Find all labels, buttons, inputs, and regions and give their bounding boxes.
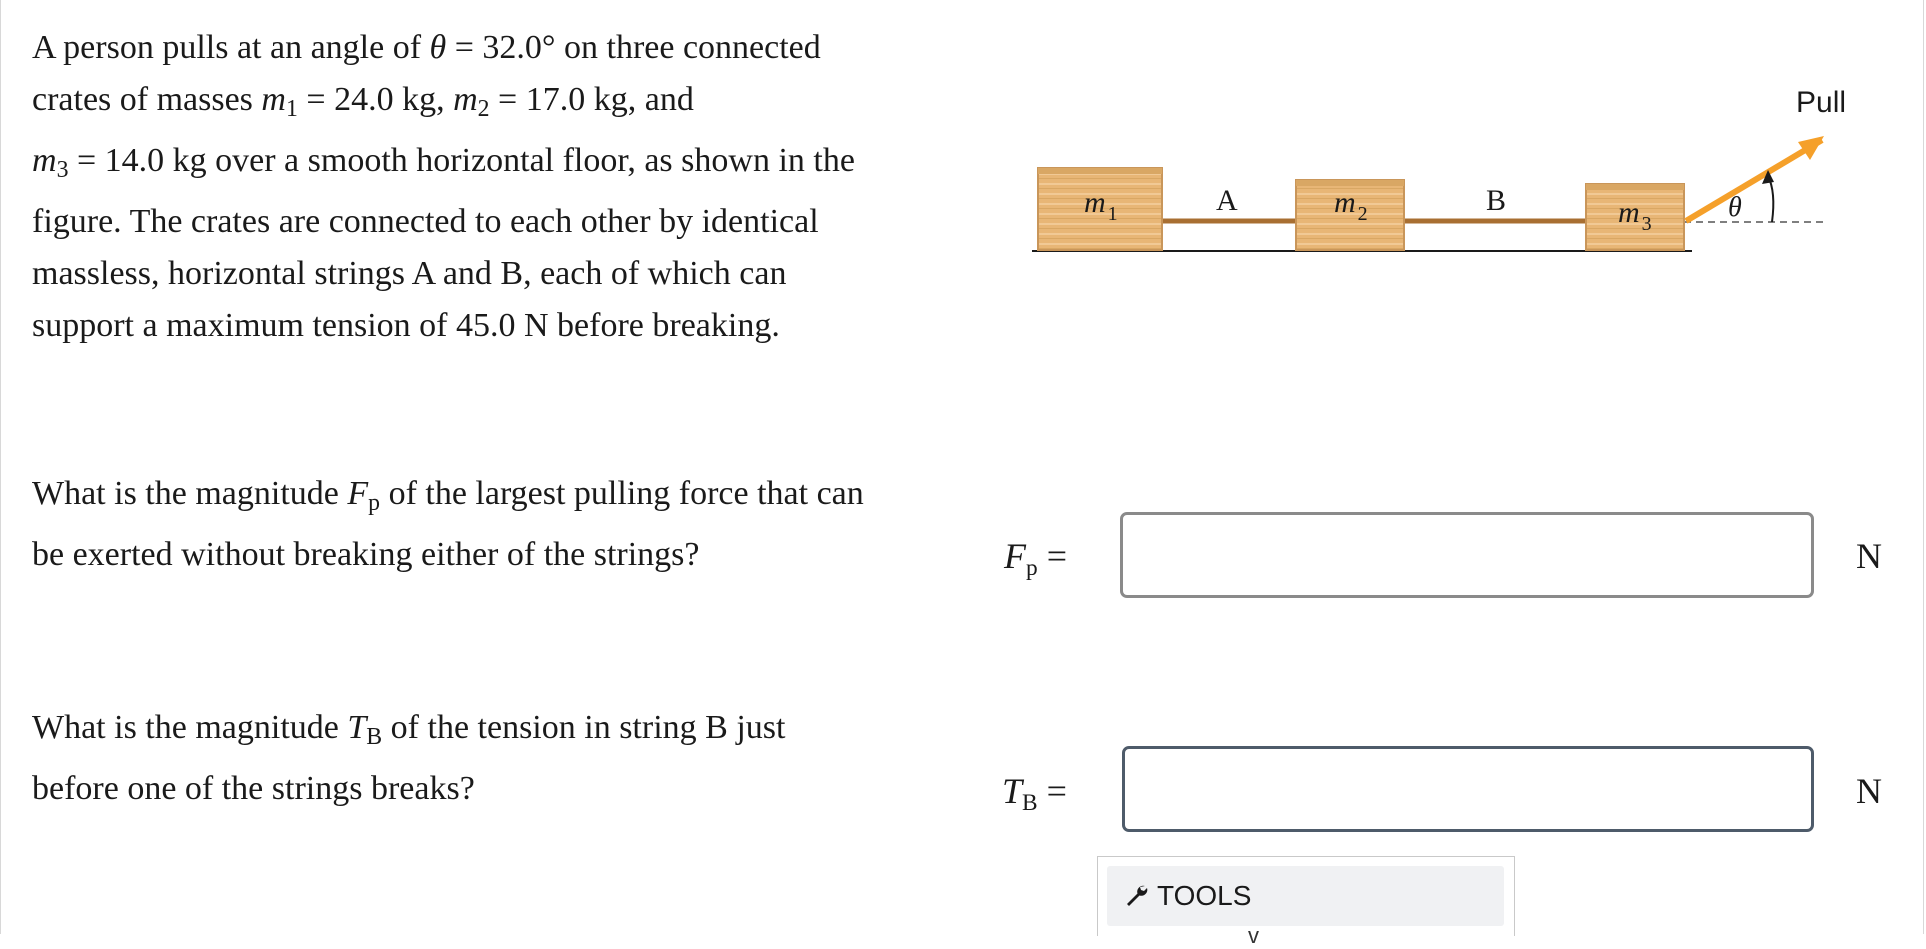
problem-text-span: = 32.0° on three connected <box>446 29 821 66</box>
problem-line-3 <box>32 135 932 196</box>
m1-symbol: m <box>261 81 286 118</box>
problem-line-1 <box>32 22 932 74</box>
tools-button[interactable] <box>1107 866 1504 926</box>
problem-text-span: A person pulls at an angle of <box>32 29 430 66</box>
wrench-icon <box>1123 882 1151 910</box>
problem-line-2 <box>32 74 932 135</box>
question-2-line-1 <box>32 702 932 763</box>
problem-text-span: crates of masses <box>32 81 262 118</box>
question-text-span: of the tension in string B just <box>382 709 786 746</box>
question-2-line-2: before one of the strings breaks? <box>32 769 475 807</box>
theta-symbol: θ <box>429 29 447 66</box>
tools-panel <box>1097 856 1515 948</box>
tb-unit: N <box>1856 771 1882 811</box>
crate-m2-label: m $_2$ <box>1334 186 1368 225</box>
problem-line-6: support a maximum tension of 45.0 N before breaking. <box>32 306 780 344</box>
string-b-label: B <box>1486 184 1507 217</box>
fp-answer-label <box>1004 535 1067 582</box>
question-text-span: of the largest pulling force that can <box>380 475 864 512</box>
angle-arc <box>1768 176 1773 222</box>
pull-label: Pull <box>1796 86 1847 119</box>
fp-label-var: F <box>1004 536 1026 576</box>
tb-label-eq: = <box>1037 771 1067 811</box>
fp-subscript: p <box>368 489 381 516</box>
m1-subscript: 1 <box>285 95 298 122</box>
m3-symbol: m <box>32 141 57 179</box>
tb-label-var: T <box>1002 771 1023 811</box>
m3-subscript: 3 <box>56 156 69 183</box>
crate-m1-label: m $_1$ <box>1084 186 1118 225</box>
pull-arrow-shaft <box>1686 140 1822 221</box>
string-a-label: A <box>1216 184 1238 217</box>
question-2 <box>32 702 932 815</box>
angle-theta-label: θ <box>1728 192 1742 223</box>
fp-variable: F <box>347 475 369 512</box>
tb-subscript: B <box>366 723 383 750</box>
question-1-line-1 <box>32 468 932 529</box>
fp-label-eq: = <box>1037 536 1068 576</box>
fp-unit: N <box>1856 536 1882 576</box>
m3-value: = 14.0 kg over a smooth horizontal floor, as shown in the <box>68 141 855 179</box>
question-1-line-2: be exerted without breaking either of the strings? <box>32 535 700 573</box>
problem-line-5: massless, horizontal strings A and B, each of which can <box>32 254 787 292</box>
pull-arrow-head <box>1798 136 1824 160</box>
tools-label: TOOLS <box>1157 880 1252 911</box>
problem-line-4: figure. The crates are connected to each other by identical <box>32 202 819 240</box>
crates-figure <box>1020 80 1860 280</box>
question-text-span: What is the magnitude <box>32 709 348 746</box>
crates-diagram <box>1020 80 1860 280</box>
m2-value: = 17.0 kg, and <box>489 81 694 118</box>
tb-answer-label <box>1002 770 1067 817</box>
question-text-span: What is the magnitude <box>32 475 348 512</box>
question-1 <box>32 468 932 581</box>
m2-symbol: m <box>453 81 478 118</box>
tb-variable: T <box>347 709 367 746</box>
m2-subscript: 2 <box>477 95 490 122</box>
tb-label-sub: B <box>1022 790 1038 817</box>
tb-answer-input[interactable] <box>1122 746 1814 832</box>
crate-m3-label: m $_3$ <box>1618 196 1652 235</box>
chevron-down-icon[interactable]: v <box>1248 923 1259 948</box>
problem-statement <box>32 22 932 352</box>
fp-label-sub: p <box>1026 555 1038 582</box>
fp-answer-input[interactable] <box>1120 512 1814 598</box>
m1-value: = 24.0 kg, <box>297 81 454 118</box>
